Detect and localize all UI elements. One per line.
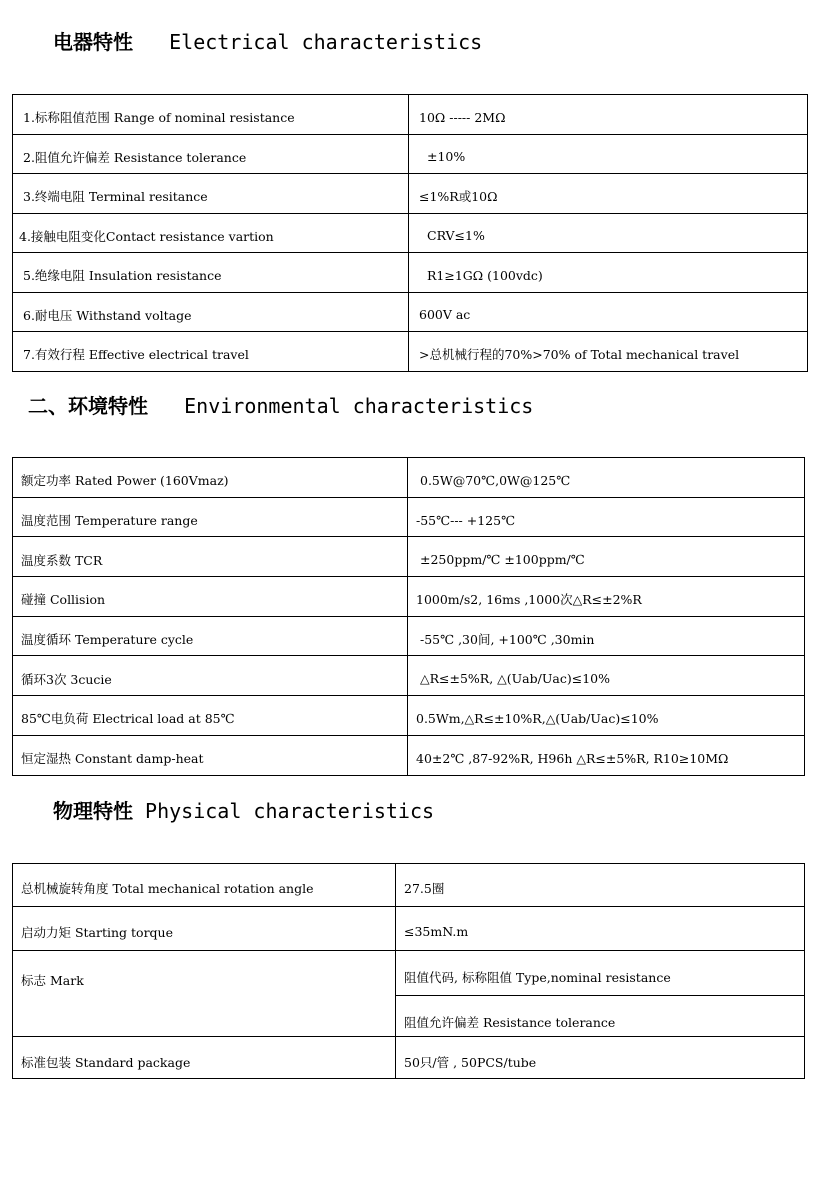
table-row	[13, 253, 808, 293]
row-value: 0.5Wm,△R≤±10%R,△(Uab/Uac)≤10%	[408, 696, 805, 736]
heading-zh: 物理特性	[53, 799, 133, 823]
row-value: ≤1%R或10Ω	[409, 174, 808, 214]
row-value: 阻值代码, 标称阻值 Type,nominal resistance	[396, 951, 805, 996]
row-label: 碰撞 Collision	[13, 577, 408, 617]
heading-en: Physical characteristics	[145, 799, 435, 823]
row-value: 阻值允许偏差 Resistance tolerance	[396, 996, 805, 1037]
section-heading-electrical	[53, 26, 482, 55]
row-label: 启动力矩 Starting torque	[13, 907, 396, 951]
heading-zh: 二、环境特性	[28, 394, 148, 418]
row-value: 600V ac	[409, 292, 808, 332]
table-row	[13, 907, 805, 951]
section-heading-environmental	[28, 390, 533, 419]
row-value: -55℃--- +125℃	[408, 497, 805, 537]
row-label: 4.接触电阻变化Contact resistance vartion	[13, 213, 409, 253]
physical-table	[12, 863, 805, 1079]
table-row	[13, 616, 805, 656]
row-label: 85℃电负荷 Electrical load at 85℃	[13, 696, 408, 736]
electrical-table	[12, 94, 808, 372]
table-row	[13, 656, 805, 696]
row-value: 50只/管 , 50PCS/tube	[396, 1037, 805, 1079]
row-label: 标准包装 Standard package	[13, 1037, 396, 1079]
row-label: 恒定湿热 Constant damp-heat	[13, 735, 408, 775]
table-row	[13, 951, 805, 996]
table-row	[13, 497, 805, 537]
row-label: 循环3次 3cucie	[13, 656, 408, 696]
row-value: 0.5W@70℃,0W@125℃	[408, 458, 805, 498]
row-label: 6.耐电压 Withstand voltage	[13, 292, 409, 332]
row-value: ±250ppm/℃ ±100ppm/℃	[408, 537, 805, 577]
row-label: 温度范围 Temperature range	[13, 497, 408, 537]
row-label: 总机械旋转角度 Total mechanical rotation angle	[13, 864, 396, 907]
row-value: -55℃ ,30间, +100℃ ,30min	[408, 616, 805, 656]
row-label: 标志 Mark	[13, 951, 396, 1037]
row-label: 5.绝缘电阻 Insulation resistance	[13, 253, 409, 293]
row-label: 额定功率 Rated Power (160Vmaz)	[13, 458, 408, 498]
table-row	[13, 735, 805, 775]
table-row	[13, 577, 805, 617]
row-label: 1.标称阻值范围 Range of nominal resistance	[13, 95, 409, 135]
heading-en: Environmental characteristics	[184, 394, 534, 418]
table-row	[13, 174, 808, 214]
heading-zh: 电器特性	[53, 30, 133, 54]
row-value: ≤35mN.m	[396, 907, 805, 951]
heading-en: Electrical characteristics	[169, 30, 483, 54]
row-label: 温度系数 TCR	[13, 537, 408, 577]
table-row	[13, 292, 808, 332]
row-label: 3.终端电阻 Terminal resitance	[13, 174, 409, 214]
table-row	[13, 537, 805, 577]
row-value: 1000m/s2, 16ms ,1000次△R≤±2%R	[408, 577, 805, 617]
row-value: 10Ω ----- 2MΩ	[409, 95, 808, 135]
table-row	[13, 1037, 805, 1079]
row-label: 温度循环 Temperature cycle	[13, 616, 408, 656]
table-row	[13, 696, 805, 736]
row-value: 27.5圈	[396, 864, 805, 907]
section-heading-physical	[53, 795, 434, 824]
row-label: 7.有效行程 Effective electrical travel	[13, 332, 409, 372]
environmental-table	[12, 457, 805, 776]
table-row	[13, 134, 808, 174]
row-value: ±10%	[409, 134, 808, 174]
row-value: >总机械行程的70%>70% of Total mechanical travel	[409, 332, 808, 372]
row-value: CRV≤1%	[409, 213, 808, 253]
table-row	[13, 864, 805, 907]
table-row	[13, 332, 808, 372]
table-row	[13, 458, 805, 498]
table-row	[13, 213, 808, 253]
row-value: 40±2℃ ,87-92%R, H96h △R≤±5%R, R10≥10MΩ	[408, 735, 805, 775]
row-value: △R≤±5%R, △(Uab/Uac)≤10%	[408, 656, 805, 696]
table-row	[13, 95, 808, 135]
row-value: R1≥1GΩ (100vdc)	[409, 253, 808, 293]
row-label: 2.阻值允许偏差 Resistance tolerance	[13, 134, 409, 174]
